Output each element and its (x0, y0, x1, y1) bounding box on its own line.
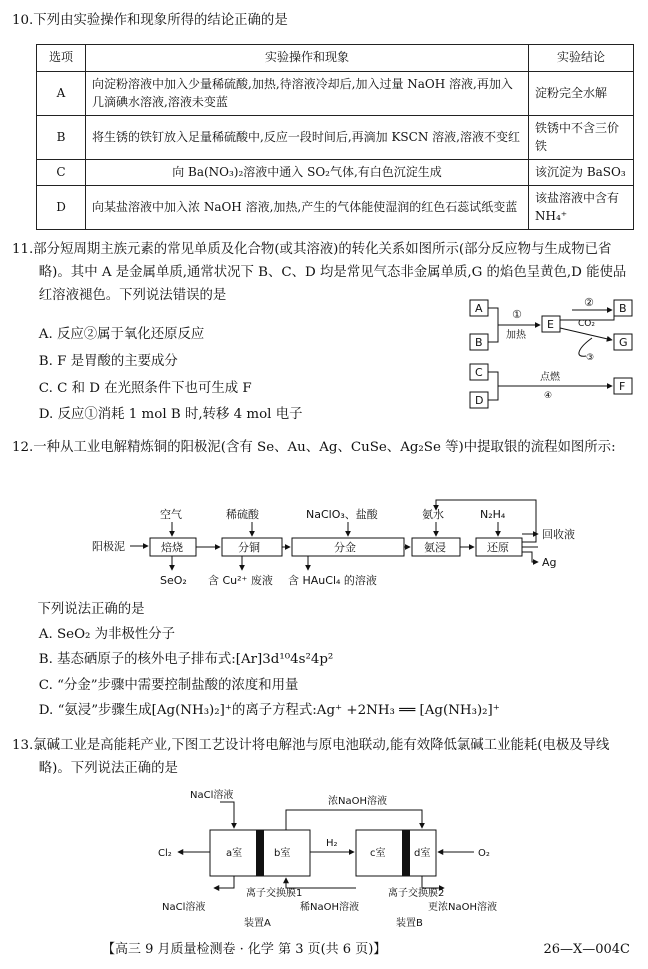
conc-naoh-pipe: 浓NaOH溶液 (328, 796, 387, 807)
footer-title: 【高三 9 月质量检测卷 · 化学 第 3 页(共 6 页)】 (102, 942, 387, 957)
arrow-to-g (560, 328, 612, 340)
silver-extraction-flow (92, 496, 612, 592)
o2-inflow: O₂ (478, 848, 490, 859)
flow-arrow (220, 802, 234, 828)
node-c-label: C (475, 366, 483, 379)
flow-arrow (522, 552, 538, 562)
question-12-option-d: D. “氨浸”步骤生成[Ag(NH₃)₂]⁺的离子方程式:Ag⁺ +2NH₃ ══ [Ag(NH₃)₂]⁺ (38, 702, 500, 718)
node-b-left-label: B (475, 336, 483, 349)
operation-cell: 向 Ba(NO₃)₂溶液中通入 SO₂气体,有白色沉淀生成 (86, 160, 529, 186)
step-copper-label: 分铜 (238, 541, 260, 554)
chamber-c: c室 (370, 848, 386, 859)
top-pipe (286, 810, 422, 830)
node-d-label: D (475, 394, 484, 407)
question-11-option-c: C. C 和 D 在光照条件下也可生成 F (38, 380, 252, 396)
flow-arrow (422, 876, 444, 888)
reaction-3-label: ③ (586, 353, 595, 363)
table-row (37, 160, 634, 186)
join-line-cd (488, 372, 498, 400)
question-10-stem: 10.下列由实验操作和现象所得的结论正确的是 (12, 13, 288, 28)
output-haucl4: 含 HAuCl₄ 的溶液 (288, 574, 377, 587)
cl2-outflow: Cl₂ (158, 848, 172, 859)
membrane-1-label: 离子交换膜1 (246, 888, 303, 899)
more-conc-naoh: 更浓NaOH溶液 (428, 902, 497, 913)
operation-cell: 向某盐溶液中加入浓 NaOH 溶液,加热,产生的气体能使湿润的红色石蕊试纸变蓝 (86, 186, 529, 230)
operation-cell: 将生锈的铁钉放入足量稀硫酸中,反应一段时间后,再滴加 KSCN 溶液,溶液不变红 (86, 116, 529, 160)
node-e-label: E (547, 318, 554, 331)
flow-start: 阳极泥 (92, 540, 125, 553)
question-11-option-a: A. 反应②属于氧化还原反应 (38, 327, 205, 342)
operation-cell: 向淀粉溶液中加入少量稀硫酸,加热,待溶液冷却后,加入过量 NaOH 溶液,再加入几滴碘水溶液,溶液未变蓝 (86, 72, 529, 116)
node-a-label: A (475, 302, 483, 315)
input-air: 空气 (160, 508, 182, 521)
device-b-label: 装置B (396, 918, 423, 929)
flow-arrow (286, 878, 356, 888)
question-12-option-a: A. SeO₂ 为非极性分子 (38, 627, 176, 643)
footer-code: 26—X—004C (543, 942, 630, 957)
nacl-outflow: NaCl溶液 (162, 902, 206, 913)
output-cu-waste: 含 Cu²⁺ 废液 (208, 574, 273, 587)
table-header-conclusion: 实验结论 (529, 45, 634, 72)
question-12-stem: 12.一种从工业电解精炼铜的阳极泥(含有 Se、Au、Ag、CuSe、Ag₂Se 等)中提取银的流程如图所示: (12, 440, 616, 455)
device-a-label: 装置A (244, 918, 271, 929)
table-header-operation: 实验操作和现象 (86, 45, 529, 72)
membrane-1 (256, 830, 264, 876)
conclusion-cell: 该盐溶液中含有NH₄⁺ (529, 186, 634, 230)
node-b-right-label: B (619, 302, 627, 315)
nacl-inflow: NaCl溶液 (190, 790, 234, 801)
question-12-options (12, 597, 636, 723)
question-11-option-b: B. F 是胃酸的主要成分 (38, 353, 178, 369)
recycle-loop (436, 500, 536, 542)
join-line (488, 308, 498, 342)
option-cell: B (37, 116, 86, 160)
conclusion-cell: 铁锈中不含三价铁 (529, 116, 634, 160)
input-ammonia-water: 氨水 (422, 508, 444, 521)
product-silver: Ag (542, 556, 557, 569)
chamber-b: b室 (274, 848, 291, 859)
step-gold-label: 分金 (334, 541, 356, 554)
step-reduce-label: 还原 (487, 541, 509, 554)
node-f-label: F (619, 380, 626, 393)
input-hydrazine: N₂H₄ (480, 508, 506, 521)
table-row (37, 72, 634, 116)
conversion-diagram (462, 296, 642, 426)
question-13-stem: 13.氯碱工业是高能耗产业,下图工艺设计将电解池与原电池联动,能有效降低氯碱工业能耗(电极及导线略)。下列说法正确的是 (12, 738, 610, 777)
question-12-option-c: C. “分金”步骤中需要控制盐酸的浓度和用量 (38, 677, 299, 693)
co2-label: CO₂ (578, 319, 595, 329)
conclusion-cell: 淀粉完全水解 (529, 72, 634, 116)
input-naclo3: NaClO₃、盐酸 (306, 508, 378, 521)
experiment-table (36, 44, 634, 230)
reaction-1-label: ① (512, 308, 522, 321)
dilute-naoh: 稀NaOH溶液 (300, 902, 359, 913)
chamber-a: a室 (226, 848, 243, 859)
table-header-option: 选项 (37, 45, 86, 72)
reaction-2-label: ② (584, 296, 594, 309)
option-cell: A (37, 72, 86, 116)
option-cell: D (37, 186, 86, 230)
step-roast-label: 焙烧 (161, 541, 183, 554)
question-10 (12, 10, 636, 31)
chamber-d: d室 (414, 848, 431, 859)
heat-label: 加热 (506, 330, 526, 341)
question-12 (12, 436, 636, 459)
ignite-label: 点燃 (540, 372, 560, 383)
chlor-alkali-diagram (156, 788, 516, 930)
conclusion-cell: 该沉淀为 BaSO₃ (529, 160, 634, 186)
table-row (37, 116, 634, 160)
membrane-2-label: 离子交换膜2 (388, 888, 445, 899)
membrane-2 (402, 830, 410, 876)
node-g-label: G (619, 336, 628, 349)
step-ammonia-label: 氨浸 (424, 541, 446, 554)
question-11-stem: 11.部分短周期主族元素的常见单质及化合物(或其溶液)的转化关系如图所示(部分反应物与生成物已省略)。其中 A 是金属单质,通常状况下 B、C、D 均是常见气态非金属单质,G 的焰色呈黄色,D 能使品红溶液褪色。下列说法错误的是 (12, 242, 627, 304)
question-11-options (12, 322, 448, 429)
input-sulfuric: 稀硫酸 (226, 508, 259, 521)
flow-arrow (214, 876, 234, 888)
reaction-4-label: ④ (544, 391, 553, 401)
output-seo2: SeO₂ (160, 574, 187, 587)
product-recovered: 回收液 (542, 528, 575, 541)
h2-label: H₂ (326, 838, 338, 849)
table-header-row (37, 45, 634, 72)
question-12-option-b: B. 基态硒原子的核外电子排布式:[Ar]3d¹⁰4s²4p² (38, 652, 334, 668)
option-cell: C (37, 160, 86, 186)
question-13 (12, 734, 636, 780)
question-12-prompt: 下列说法正确的是 (37, 602, 145, 617)
question-11-option-d: D. 反应①消耗 1 mol B 时,转移 4 mol 电子 (38, 407, 303, 423)
table-row (37, 186, 634, 230)
